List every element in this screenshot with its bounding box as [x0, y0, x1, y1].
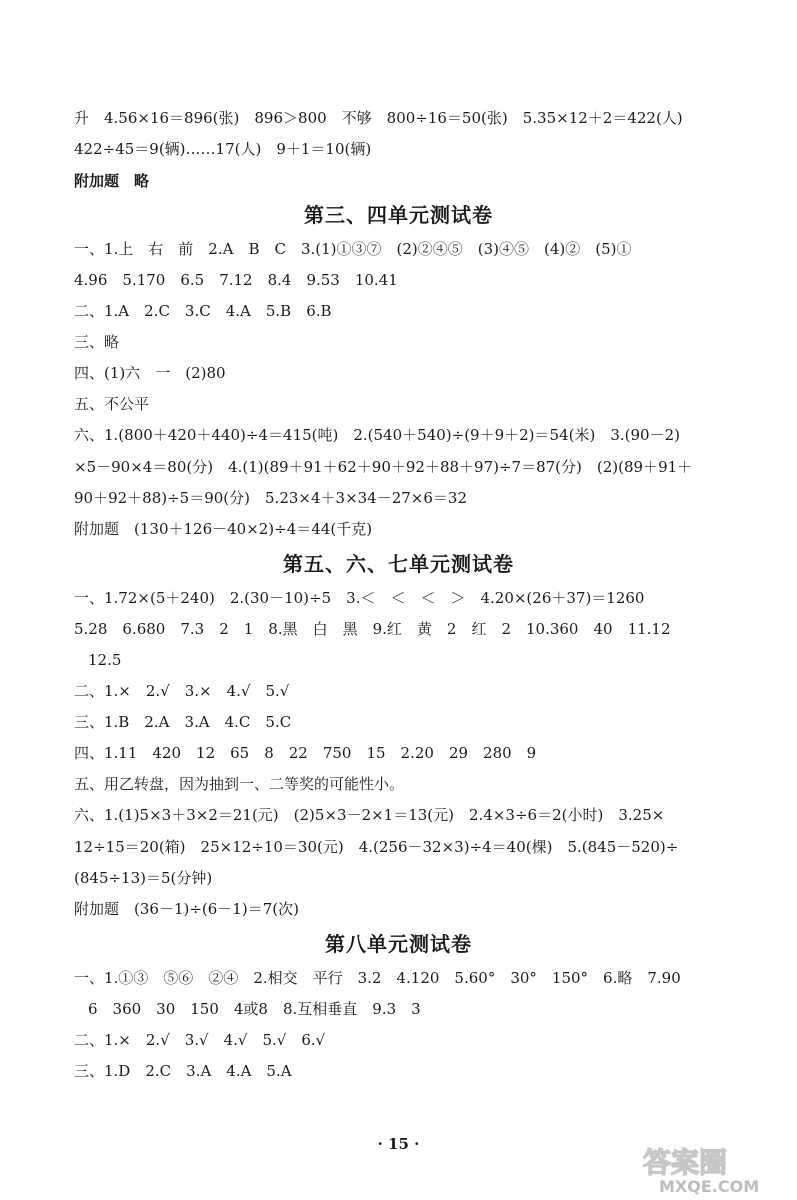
text-line: 12.5 [88, 651, 122, 669]
svg-text:答案圈: 答案圈 [643, 1146, 728, 1179]
section-title: 第八单元测试卷 [325, 932, 472, 956]
text-line: 二、1.× 2.√ 3.× 4.√ 5.√ [74, 682, 290, 700]
text-line: 90＋92＋88)÷5＝90(分) 5.23×4＋3×34－27×6＝32 [74, 489, 468, 507]
text-line: 三、略 [74, 333, 120, 351]
section-title: 第五、六、七单元测试卷 [283, 552, 514, 576]
text-line: 5.28 6.680 7.3 2 1 8.黑 白 黑 9.红 黄 2 红 2 10.360 40 11.12 [74, 620, 671, 638]
text-line: (845÷13)＝5(分钟) [74, 869, 213, 887]
text-line: 一、1.72×(5＋240) 2.(30－10)÷5 3.＜ ＜ ＜ ＞ 4.20×(26＋37)＝1260 [74, 589, 645, 607]
text-line: 四、1.11 420 12 65 8 22 750 15 2.20 29 280 9 [74, 744, 537, 762]
text-line: 二、1.× 2.√ 3.√ 4.√ 5.√ 6.√ [74, 1031, 326, 1049]
svg-text:MXQE.COM: MXQE.COM [659, 1177, 760, 1196]
text-line: 三、1.B 2.A 3.A 4.C 5.C [74, 713, 292, 731]
section-title: 第三、四单元测试卷 [304, 203, 493, 227]
text-line: 二、1.A 2.C 3.C 4.A 5.B 6.B [74, 302, 332, 320]
page-number: · 15 · [377, 1135, 420, 1153]
text-line: 一、1.上 右 前 2.A B C 3.(1)①③⑦ (2)②④⑤ (3)④⑤ (4)② (5)① [74, 240, 632, 258]
text-line: 五、用乙转盘，因为抽到一、二等奖的可能性小。 [74, 775, 405, 793]
text-line: 升 4.56×16＝896(张) 896＞800 不够 800÷16＝50(张) 5.35×12＋2＝422(人) [74, 109, 683, 127]
text-line: 五、不公平 [74, 395, 150, 413]
text-line: 422÷45＝9(辆)……17(人) 9＋1＝10(辆) [74, 140, 372, 158]
text-line: 一、1.①③ ⑤⑥ ②④ 2.相交 平行 3.2 4.120 5.60° 30° 150° 6.略 7.90 [74, 969, 681, 987]
text-line: 附加题 略 [74, 172, 150, 190]
text-line: 6 360 30 150 4或8 8.互相垂直 9.3 3 [88, 1000, 421, 1018]
text-line: 12÷15＝20(箱) 25×12÷10＝30(元) 4.(256－32×3)÷4＝40(棵) 5.(845－520)÷ [74, 838, 679, 856]
text-line: 四、(1)六 一 (2)80 [74, 364, 226, 382]
watermark-logo [639, 1140, 789, 1196]
text-line: 附加题 (130＋126－40×2)÷4＝44(千克) [74, 520, 373, 538]
text-line: 六、1.(800＋420＋440)÷4＝415(吨) 2.(540＋540)÷(9＋9＋2)＝54(米) 3.(90－2) [74, 426, 680, 444]
text-line: 附加题 (36－1)÷(6－1)＝7(次) [74, 900, 299, 918]
text-line: 三、1.D 2.C 3.A 4.A 5.A [74, 1062, 292, 1080]
text-line: 4.96 5.170 6.5 7.12 8.4 9.53 10.41 [74, 271, 398, 289]
text-line: 六、1.(1)5×3＋3×2＝21(元) (2)5×3－2×1＝13(元) 2.4×3÷6＝2(小时) 3.25× [74, 806, 665, 824]
text-line: ×5－90×4＝80(分) 4.(1)(89＋91＋62＋90＋92＋88＋97)÷7＝87(分) (2)(89＋91＋ [74, 458, 693, 476]
